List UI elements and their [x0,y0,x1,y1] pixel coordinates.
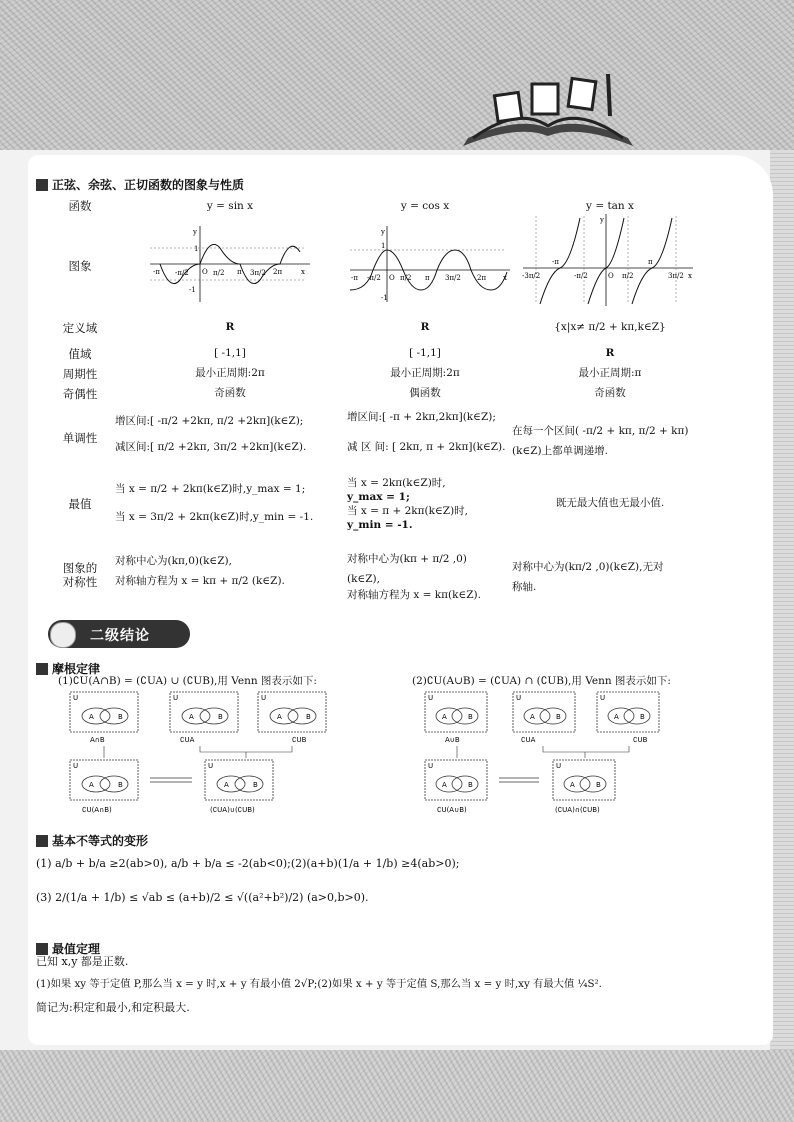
svg-text:U: U [73,762,79,770]
tan-tick: O [608,272,614,280]
label-graph: 图象 [68,259,92,273]
svg-text:(∁UA)∩(∁UB): (∁UA)∩(∁UB) [555,806,600,814]
cos-tick: 3π/2 [445,274,461,282]
svg-text:A: A [89,713,94,721]
cos-ext-4: y_min = -1. [347,519,413,531]
cos-graph [345,222,515,304]
svg-text:U: U [173,694,179,702]
svg-text:∁UB: ∁UB [633,736,648,744]
sin-name: y = sin x [206,200,254,212]
sin-tick: 2π [273,268,283,276]
label-parity: 奇偶性 [62,387,98,401]
sin-mono-2: 减区间:[ π/2 +2kπ, 3π/2 +2kπ](k∈Z). [115,441,307,453]
sin-tick: x [301,268,305,276]
cos-mono-1: 增区间:[ -π + 2kπ,2kπ](k∈Z); [347,411,496,423]
svg-text:U: U [208,762,214,770]
section-mark-icon [36,835,48,847]
svg-text:A: A [570,781,575,789]
sin-sym-1: 对称中心为(kπ,0)(k∈Z), [115,555,232,567]
tan-name: y = tan x [586,200,634,212]
demorgan-law-2: (2)∁U(A∪B) = (∁UA) ∩ (∁UB),用 Venn 图表示如下: [412,675,671,687]
tan-tick: x [688,272,692,280]
cos-tick: 1 [381,242,386,250]
svg-text:B: B [556,713,561,721]
sin-range: [ -1,1] [214,347,246,359]
label-symmetry-1: 图象的 [62,561,98,575]
sin-tick: -π/2 [175,269,189,277]
svg-text:A: A [189,713,194,721]
sin-tick: -π [153,268,160,276]
sin-tick: y [193,228,197,236]
tan-tick: π [648,258,653,266]
svg-text:B: B [468,713,473,721]
top-halftone-band [0,0,794,150]
sin-period: 最小正周期:2π [195,367,265,379]
tan-domain: {x|x≠ π/2 + kπ,k∈Z} [554,321,666,333]
svg-text:A∪B: A∪B [445,736,460,744]
cos-range: [ -1,1] [409,347,441,359]
cos-tick: 2π [477,274,487,282]
cos-tick: -1 [381,294,388,302]
tan-tick: y [600,216,604,224]
tan-sym-2: 称轴. [512,581,537,593]
svg-text:U: U [516,694,522,702]
sin-sym-2: 对称轴方程为 x = kπ + π/2 (k∈Z). [115,575,285,587]
cos-ext-1: 当 x = 2kπ(k∈Z)时, [347,477,446,489]
inequality-line-1: (1) a/b + b/a ≥2(ab>0), a/b + b/a ≤ -2(ab<0);(2)(a+b)(1/a + 1/b) ≥4(ab>0); [36,857,460,870]
label-monotonic: 单调性 [62,431,98,445]
tan-tick: 3π/2 [668,272,684,280]
svg-text:∁UA: ∁UA [180,736,195,744]
trig-section-title: 正弦、余弦、正切函数的图象与性质 [36,176,244,193]
label-period: 周期性 [62,367,98,381]
svg-text:U: U [428,694,434,702]
cos-mono-2: 减 区 间: [ 2kπ, π + 2kπ](k∈Z). [347,441,506,453]
banner-badge-icon [50,622,76,648]
label-extreme: 最值 [68,497,92,511]
inequality-title: 基本不等式的变形 [36,832,148,849]
cos-tick: -π/2 [367,274,381,282]
tan-sym-1: 对称中心为(kπ/2 ,0)(k∈Z),无对 [512,561,664,573]
label-domain: 定义域 [62,321,98,335]
cos-ext-3: 当 x = π + 2kπ(k∈Z)时, [347,505,469,517]
cos-tick: -π [351,274,358,282]
sin-tick: 3π/2 [250,269,266,277]
tan-tick: -3π/2 [522,272,541,280]
svg-text:B: B [468,781,473,789]
svg-text:A: A [224,781,229,789]
svg-text:A: A [277,713,282,721]
cos-tick: x [503,274,507,282]
svg-text:B: B [640,713,645,721]
sin-ext-2: 当 x = 3π/2 + 2kπ(k∈Z)时,y_min = -1. [115,511,314,523]
cos-period: 最小正周期:2π [390,367,460,379]
cos-sym-2: (k∈Z), [347,573,380,585]
svg-text:U: U [600,694,606,702]
svg-text:U: U [556,762,562,770]
tan-graph [518,212,698,308]
demorgan-law-1: (1)∁U(A∩B) = (∁UA) ∪ (∁UB),用 Venn 图表示如下: [58,675,317,687]
inequality-line-2: (3) 2/(1/a + 1/b) ≤ √ab ≤ (a+b)/2 ≤ √((a²+b²)/2) (a>0,b>0). [36,891,369,904]
tan-tick: π/2 [622,272,634,280]
demorgan-title: 摩根定律 [36,660,100,677]
cos-sym-1: 对称中心为(kπ + π/2 ,0) [347,553,467,565]
conclusions-banner [48,620,190,648]
venn-diagram-law1 [60,690,390,820]
tan-period: 最小正周期:π [578,367,642,379]
extremum-title: 最值定理 [36,940,100,957]
bottom-halftone-band [0,1050,794,1122]
svg-text:A: A [442,713,447,721]
sin-mono-1: 增区间:[ -π/2 +2kπ, π/2 +2kπ](k∈Z); [115,415,304,427]
extremum-line-0: 已知 x,y 都是正数. [36,955,129,968]
cos-tick: y [381,228,385,236]
cos-name: y = cos x [400,200,450,212]
label-func: 函数 [68,199,92,213]
svg-text:∁UA: ∁UA [521,736,536,744]
svg-text:A: A [442,781,447,789]
sin-domain: R [225,321,235,333]
tan-mono-1: 在每一个区间( -π/2 + kπ, π/2 + kπ) [512,425,689,437]
tan-parity: 奇函数 [594,387,626,399]
svg-text:∁U(A∩B): ∁U(A∩B) [82,806,112,814]
svg-text:U: U [73,694,79,702]
banner-title: 二级结论 [90,628,150,644]
sin-tick: -1 [189,286,196,294]
svg-text:A: A [530,713,535,721]
cos-tick: O [389,274,395,282]
sin-graph [145,222,315,304]
label-symmetry-2: 对称性 [62,575,98,589]
section-mark-icon [36,663,48,675]
book-logo [458,66,638,150]
right-halftone-band [770,150,794,1050]
svg-text:B: B [253,781,258,789]
cos-ext-2: y_max = 1; [347,491,410,503]
svg-text:U: U [261,694,267,702]
label-range: 值域 [68,347,92,361]
venn-diagram-law2 [415,690,715,820]
extremum-line-1: (1)如果 xy 等于定值 P,那么当 x = y 时,x + y 有最小值 2√P;(2)如果 x + y 等于定值 S,那么当 x = y 时,xy 有最大值 ¼S². [36,978,602,990]
sin-parity: 奇函数 [214,387,246,399]
cos-sym-3: 对称轴方程为 x = kπ(k∈Z). [347,589,481,601]
tan-range: R [605,347,615,359]
svg-text:B: B [306,713,311,721]
sin-ext-1: 当 x = π/2 + 2kπ(k∈Z)时,y_max = 1; [115,483,306,495]
svg-text:A∩B: A∩B [90,736,105,744]
svg-text:U: U [428,762,434,770]
section-mark-icon [36,179,48,191]
svg-text:B: B [118,781,123,789]
svg-text:∁U(A∪B): ∁U(A∪B) [437,806,467,814]
sin-tick: π [237,268,242,276]
cos-parity: 偶函数 [409,387,441,399]
svg-text:B: B [118,713,123,721]
sin-tick: O [202,268,208,276]
svg-text:A: A [614,713,619,721]
svg-text:B: B [218,713,223,721]
tan-tick: -π/2 [574,272,588,280]
cos-domain: R [420,321,430,333]
svg-text:(∁UA)∪(∁UB): (∁UA)∪(∁UB) [210,806,255,814]
cos-tick: π [425,274,430,282]
svg-text:∁UB: ∁UB [292,736,307,744]
tan-mono-2: (k∈Z)上都单调递增. [512,445,608,457]
sin-tick: π/2 [213,269,225,277]
svg-text:A: A [89,781,94,789]
sin-tick: 1 [194,245,199,253]
tan-ext: 既无最大值也无最小值. [555,497,665,509]
cos-tick: π/2 [400,274,412,282]
extremum-line-2: 简记为:积定和最小,和定积最大. [36,1001,190,1014]
svg-text:B: B [596,781,601,789]
tan-tick: -π [552,258,559,266]
